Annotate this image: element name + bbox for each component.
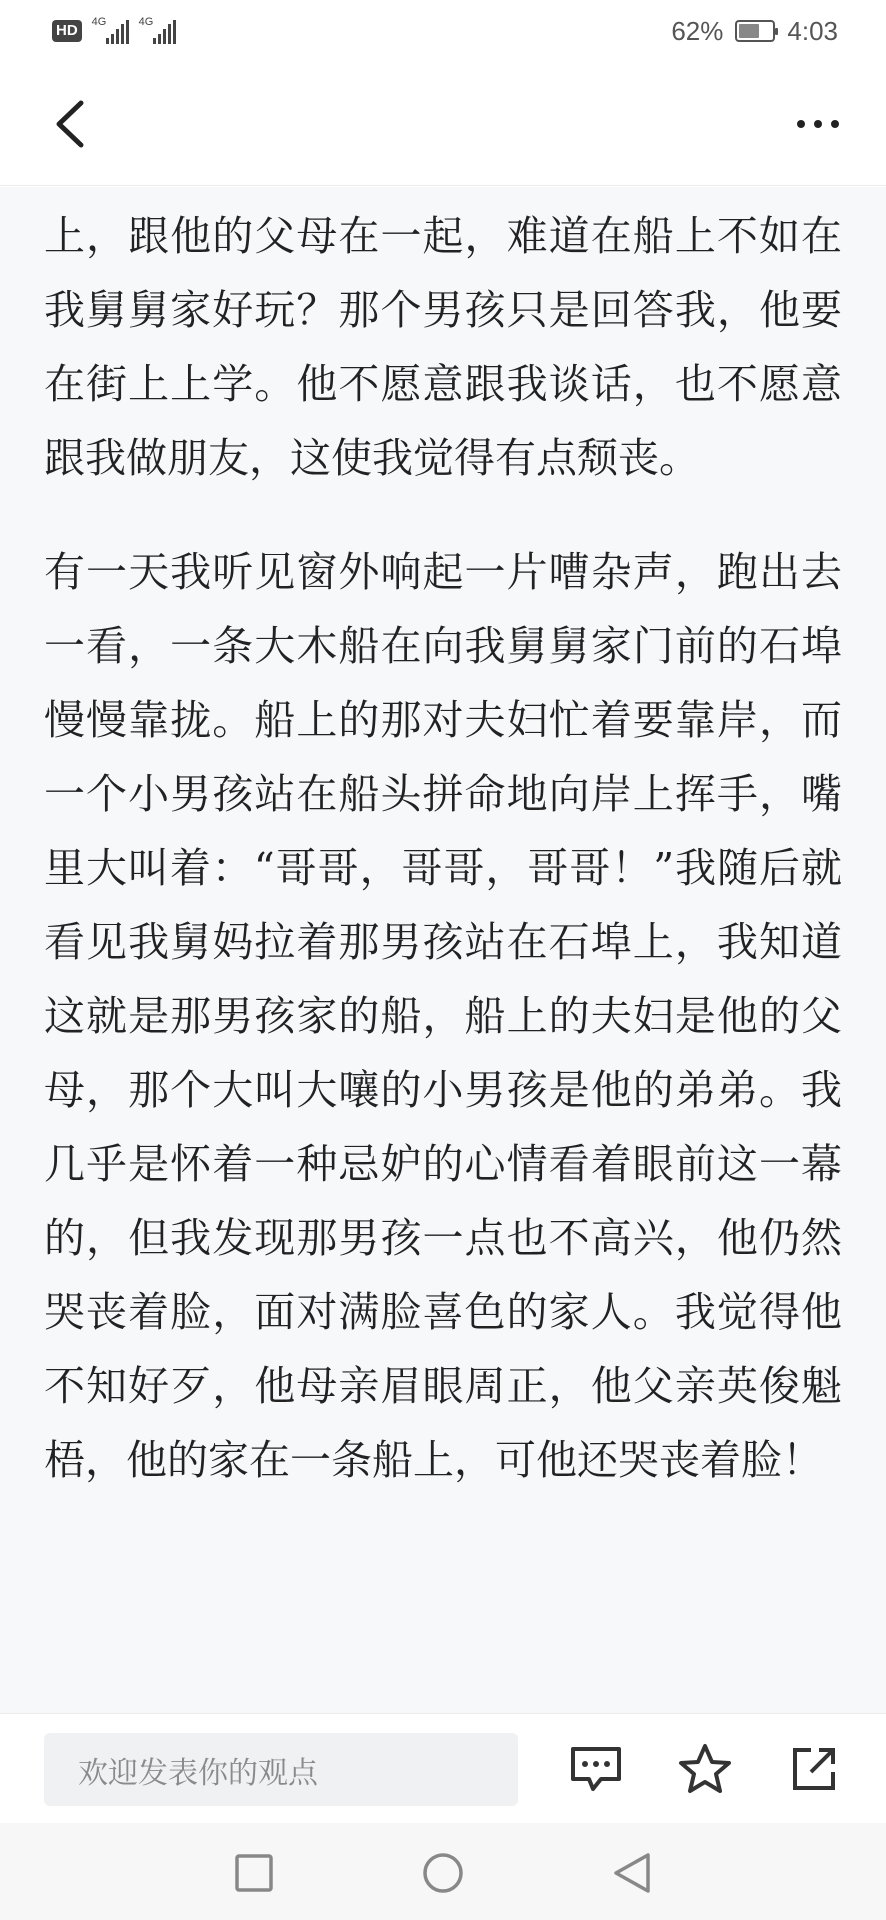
status-time: 4:03 [787, 15, 838, 46]
share-icon [789, 1744, 839, 1794]
article-body[interactable] [0, 187, 886, 1713]
system-nav-bar [0, 1823, 886, 1920]
comment-button[interactable] [567, 1740, 625, 1798]
comment-icon [569, 1745, 623, 1793]
status-bar [0, 0, 886, 62]
network-label: 4G [138, 16, 154, 28]
recent-apps-button[interactable] [232, 1851, 276, 1895]
app-header [0, 62, 886, 186]
chevron-left-icon [53, 99, 87, 149]
signal-icon [92, 18, 129, 44]
back-triangle-icon [612, 1851, 652, 1895]
signal-icon [139, 18, 176, 44]
more-horizontal-icon [797, 120, 805, 128]
system-back-button[interactable] [610, 1851, 654, 1895]
star-icon [678, 1743, 732, 1795]
comment-input[interactable] [44, 1733, 518, 1806]
more-button[interactable] [778, 94, 858, 154]
home-button[interactable] [421, 1851, 465, 1895]
recent-apps-icon [234, 1853, 274, 1893]
battery-fill [739, 24, 759, 38]
article-paragraph: 上，跟他的父母在一起，难道在船上不如在我舅舅家好玩？那个男孩只是回答我，他要在街上上学。他不愿意跟我谈话，也不愿意跟我做朋友，这使我觉得有点颓丧。 [44, 212, 842, 482]
comment-bar [0, 1713, 886, 1823]
more-dot [814, 120, 822, 128]
favorite-button[interactable] [676, 1740, 734, 1798]
status-left [52, 18, 176, 44]
home-icon [421, 1851, 465, 1895]
comment-placeholder: 欢迎发表你的观点 [78, 1755, 318, 1791]
article-content [0, 187, 886, 1497]
back-button[interactable] [40, 94, 100, 154]
status-right [671, 16, 838, 47]
share-button[interactable] [785, 1740, 843, 1798]
article-paragraph: 有一天我听见窗外响起一片嘈杂声，跑出去一看，一条大木船在向我舅舅家门前的石埠慢慢靠拢。船上的那对夫妇忙着要靠岸，而一个小男孩站在船头拼命地向岸上挥手，嘴里大叫着：“哥哥，哥哥，哥哥！”我随后就看见我舅妈拉着那男孩站在石埠上，我知道这就是那男孩家的船，船上的夫妇是他的父母，那个大叫大嚷的小男孩是他的弟弟。我几乎是怀着一种忌妒的心情看着眼前这一幕的，但我发现那男孩一点也不高兴，他仍然哭丧着脸，面对满脸喜色的家人。我觉得他不知好歹，他母亲眉眼周正，他父亲英俊魁梧，他的家在一条船上，可他还哭丧着脸！ [44, 548, 842, 1484]
network-label: 4G [91, 16, 107, 28]
more-dot [831, 120, 839, 128]
battery-percent: 62% [671, 15, 724, 46]
battery-icon [735, 20, 775, 42]
hd-badge: HD [52, 20, 82, 42]
